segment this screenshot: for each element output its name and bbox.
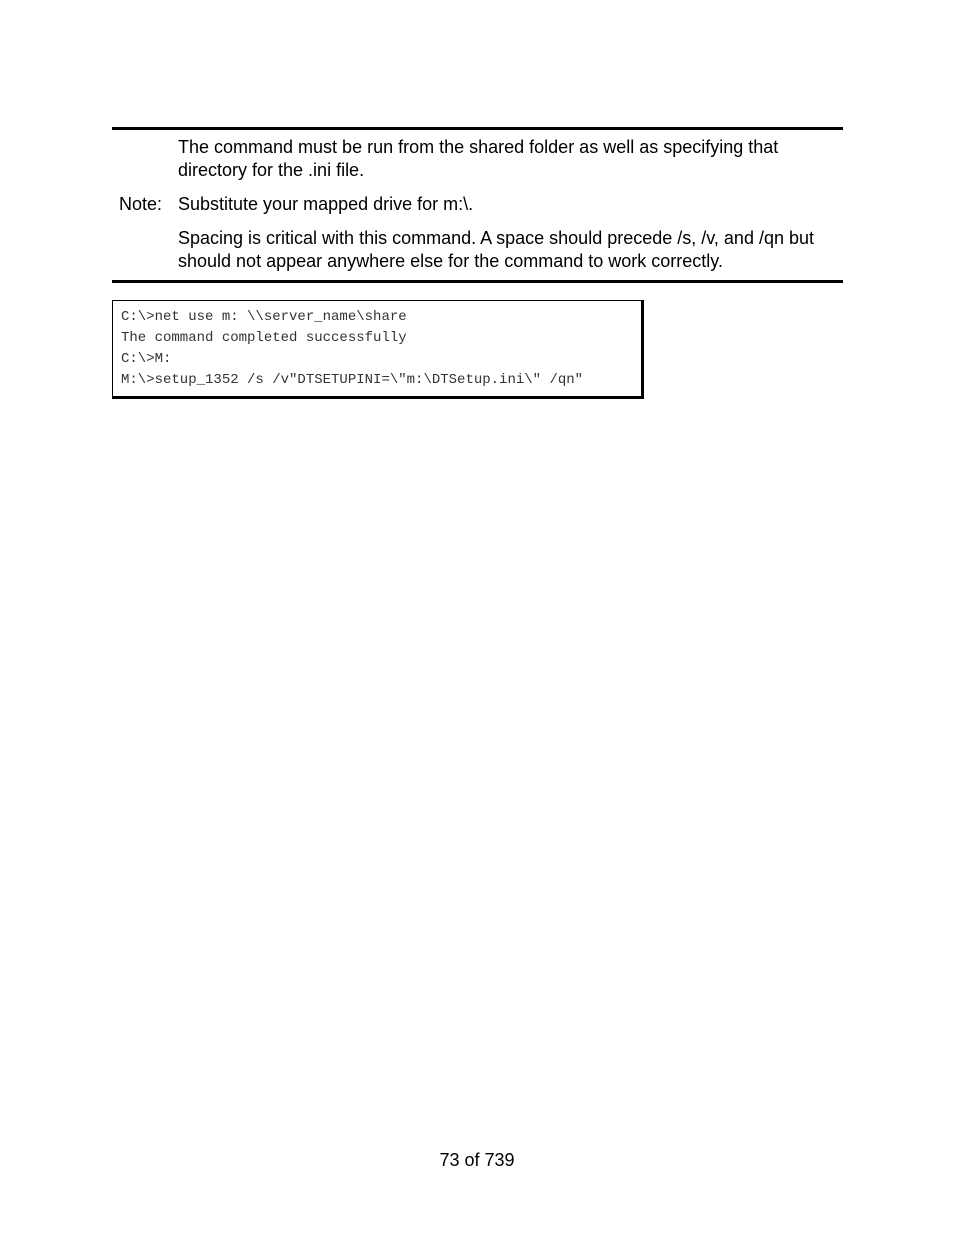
note-row — [112, 227, 843, 273]
note-text: Spacing is critical with this command. A space should precede /s, /v, and /qn but should not appear anywhere else for the command to work correctly. — [178, 228, 815, 271]
page-number: 73 of 739 — [439, 1150, 515, 1170]
note-label — [112, 227, 178, 273]
code-block — [112, 300, 644, 399]
note-label — [112, 136, 178, 182]
code-line: C:\>net use m: \\server_name\share — [121, 309, 407, 325]
note-label: Note: — [119, 194, 163, 214]
note-block — [112, 127, 843, 283]
code-line: The command completed successfully — [121, 330, 407, 346]
note-row — [112, 136, 843, 182]
note-text: The command must be run from the shared folder as well as specifying that directory for the .ini file. — [178, 137, 779, 180]
note-text: Substitute your mapped drive for m:\. — [178, 194, 474, 214]
code-line: C:\>M: — [121, 351, 172, 367]
code-line: M:\>setup_1352 /s /v"DTSETUPINI=\"m:\DTSetup.ini\" /qn" — [121, 372, 584, 388]
note-row — [112, 193, 843, 216]
